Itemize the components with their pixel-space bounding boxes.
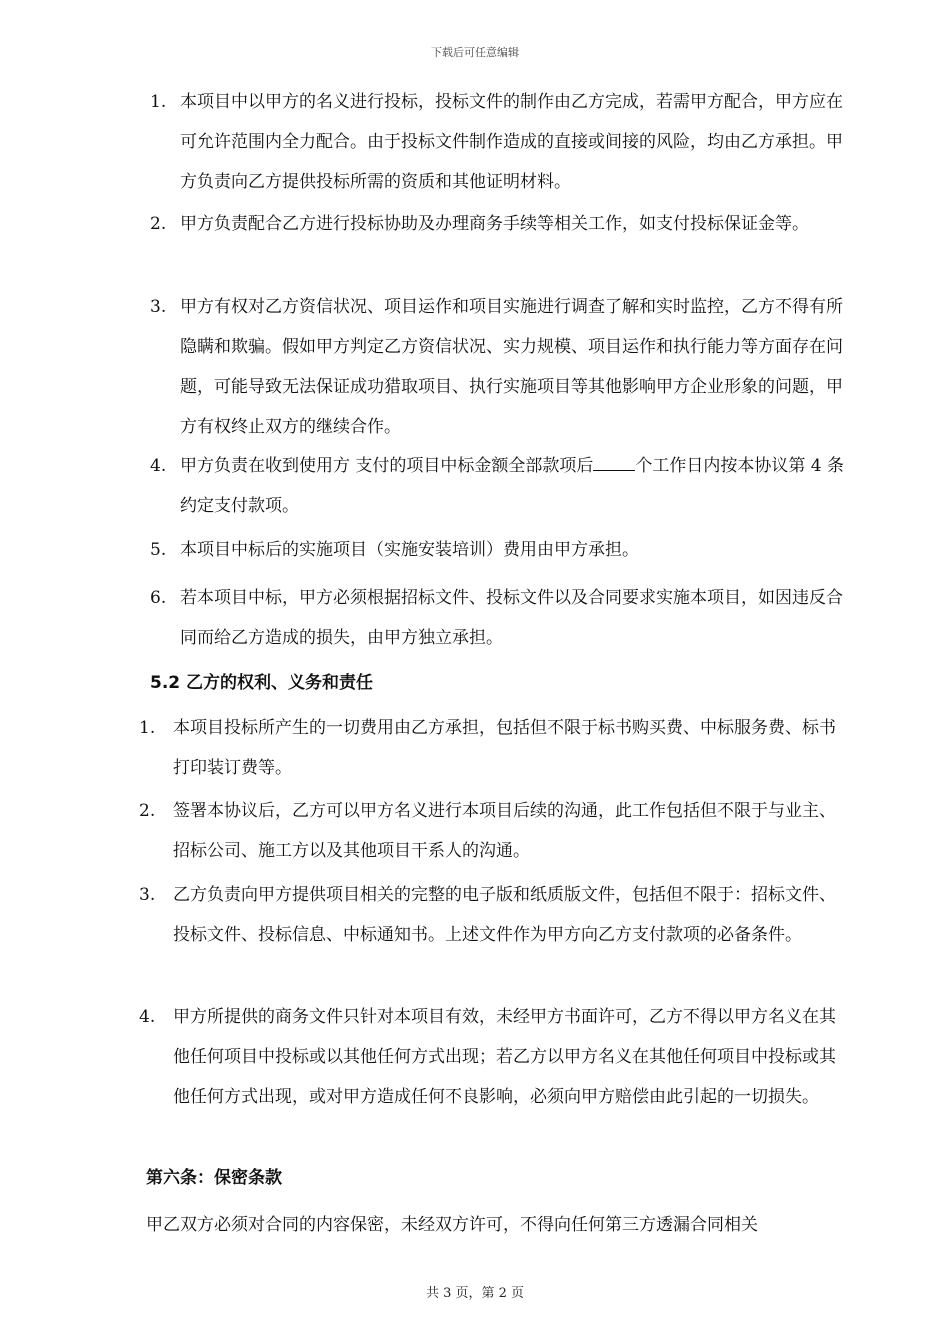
list-item: [150, 287, 850, 447]
list-item: [150, 578, 850, 658]
list-text: 签署本协议后，乙方可以甲方名义进行本项目后续的沟通，此工作包括但不限于与业主、招标公司、施工方以及其他项目干系人的沟通。: [173, 801, 836, 861]
section-heading: 5.2 乙方的权利、义务和责任: [150, 673, 374, 693]
list-item: [139, 875, 850, 955]
list-item: [139, 791, 850, 871]
article-heading: 第六条：保密条款: [146, 1168, 282, 1188]
list-text: 若本项目中标，甲方必须根据招标文件、投标文件以及合同要求实施本项目，如因违反合同而给乙方造成的损失，由甲方独立承担。: [180, 588, 843, 648]
page-footer: 共 3 页，第 2 页: [425, 1286, 525, 1301]
list-number: 1.: [139, 718, 156, 738]
list-text: 甲方所提供的商务文件只针对本项目有效，未经甲方书面许可，乙方不得以甲方名义在其他任何项目中投标或以其他任何方式出现；若乙方以甲方名义在其他任何项目中投标或其他任何方式出现，或对甲方造成任何不良影响，必须向甲方赔偿由此引起的一切损失。: [173, 1007, 836, 1107]
list-number: 2.: [139, 801, 156, 821]
list-text: 本项目中以甲方的名义进行投标，投标文件的制作由乙方完成，若需甲方配合，甲方应在可允许范围内全力配合。由于投标文件制作造成的直接或间接的风险，均由乙方承担。甲方负责向乙方提供投标所需的资质和其他证明材料。: [180, 92, 843, 192]
list-text: [180, 446, 850, 526]
list-number: 6.: [150, 588, 167, 608]
list-number: 1.: [150, 92, 167, 112]
list-text: 甲方有权对乙方资信状况、项目运作和项目实施进行调查了解和实时监控，乙方不得有所隐瞒和欺骗。假如甲方判定乙方资信状况、实力规模、项目运作和执行能力等方面存在问题，可能导致无法保证成功猎取项目、执行实施项目等其他影响甲方企业形象的问题，甲方有权终止双方的继续合作。: [180, 297, 843, 437]
list-text: 乙方负责向甲方提供项目相关的完整的电子版和纸质版文件，包括但不限于：招标文件、投标文件、投标信息、中标通知书。上述文件作为甲方向乙方支付款项的必备条件。: [173, 885, 836, 945]
list-item: [139, 708, 850, 788]
list-number: 2.: [150, 214, 167, 234]
list-text-before: 甲方负责在收到使用方 支付的项目中标金额全部款项后: [180, 456, 594, 476]
list-number: 3.: [139, 885, 156, 905]
list-item: [150, 204, 850, 244]
list-text: 本项目投标所产生的一切费用由乙方承担，包括但不限于标书购买费、中标服务费、标书打印装订费等。: [173, 718, 836, 778]
list-text-after: 个工作日内按本协议第 4 条约定支付款项。: [180, 456, 845, 516]
list-text: 甲方负责配合乙方进行投标协助及办理商务手续等相关工作，如支付投标保证金等。: [180, 214, 809, 234]
list-item: [150, 82, 850, 202]
list-item: [139, 997, 850, 1117]
page-header: 下载后可任意编辑: [431, 46, 519, 59]
list-number: 3.: [150, 297, 167, 317]
list-item: [150, 530, 850, 570]
list-number: 4.: [139, 1007, 156, 1027]
list-text: 本项目中标后的实施项目（实施安装培训）费用由甲方承担。: [180, 540, 639, 560]
list-number: 4.: [150, 456, 167, 476]
article-paragraph: 甲乙双方必须对合同的内容保密，未经双方许可，不得向任何第三方透漏合同相关: [146, 1215, 758, 1235]
list-number: 5.: [150, 540, 167, 560]
fill-in-blank: [593, 456, 635, 471]
list-item: [150, 446, 850, 526]
